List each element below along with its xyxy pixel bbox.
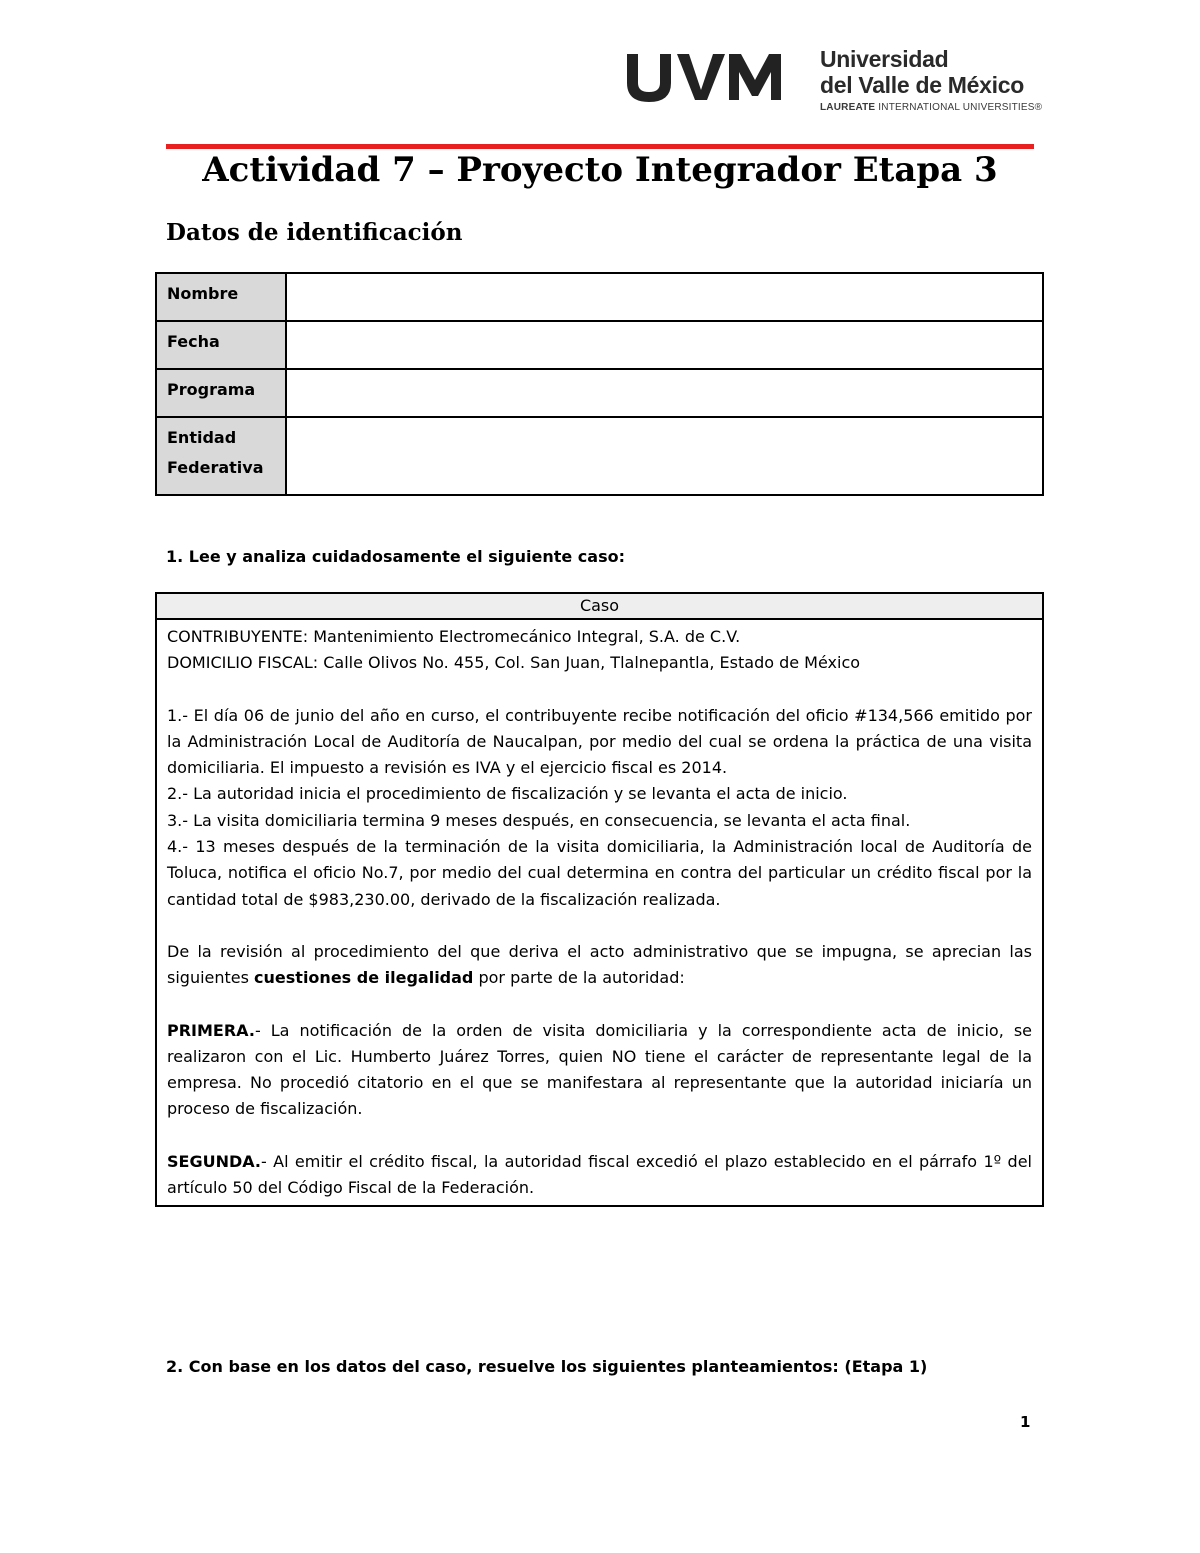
page-number: 1 [1020, 1413, 1031, 1431]
case-item-4: 4.- 13 meses después de la terminación de la visita domiciliaria, la Administración local de Auditoría de Toluca, notifica el oficio No.7, por medio del cual determina en contra del particular un crédito fiscal por la cantidad total de $983,230.00, derivado de la fiscalización realizada. [167, 837, 1032, 909]
logo-line-1: Universidad [820, 46, 949, 72]
case-contribuyente: CONTRIBUYENTE: Mantenimiento Electromecánico Integral, S.A. de C.V. [167, 627, 741, 646]
nombre-label: Nombre [156, 273, 286, 321]
question-2: 2. Con base en los datos del caso, resuelve los siguientes planteamientos: (Etapa 1) [166, 1357, 928, 1376]
programa-field[interactable] [286, 369, 1043, 417]
entidad-label-line-1: Entidad [167, 428, 237, 447]
case-item-3: 3.- La visita domiciliaria termina 9 meses después, en consecuencia, se levanta el acta final. [167, 810, 911, 830]
identification-table [155, 272, 1044, 496]
section-heading: Datos de identificación [166, 219, 463, 246]
primera-label: PRIMERA. [167, 1020, 255, 1040]
case-primera [167, 1018, 1032, 1123]
table-row [156, 369, 1043, 417]
uvm-logo [625, 46, 1043, 120]
case-domicilio: DOMICILIO FISCAL: Calle Olivos No. 455, Col. San Juan, Tlalnepantla, Estado de México [167, 653, 861, 673]
table-row [156, 417, 1043, 495]
segunda-label: SEGUNDA. [167, 1151, 262, 1171]
question-1: 1. Lee y analiza cuidadosamente el siguiente caso: [166, 547, 625, 566]
segunda-text: - Al emitir el crédito fiscal, la autoridad fiscal excedió el plazo establecido en el párrafo 1º del artículo 50 del Código Fiscal de la Federación. [167, 1151, 1032, 1198]
fecha-label: Fecha [156, 321, 286, 369]
table-row [156, 321, 1043, 369]
logo-tagline [820, 102, 1042, 113]
logo-tag-bold: LAUREATE [820, 102, 876, 113]
logo-tag-rest: INTERNATIONAL UNIVERSITIES® [875, 102, 1043, 113]
logo-line-2: del Valle de México [820, 72, 1024, 98]
case-box [155, 592, 1044, 1207]
case-body [157, 620, 1042, 1205]
fecha-field[interactable] [286, 321, 1043, 369]
uvm-logo-mark [625, 52, 785, 102]
revision-text-end: por parte de la autoridad: [473, 968, 685, 988]
page-title: Actividad 7 – Proyecto Integrador Etapa 3 [202, 150, 998, 190]
case-item-1: 1.- El día 06 de junio del año en curso, el contribuyente recibe notificación del oficio #134,566 emitido por la Administración Local de Auditoría de Naucalpan, por medio del cual se ordena la práctica de una visita domiciliaria. El impuesto a revisión es IVA y el ejercicio fiscal es 2014. [167, 705, 1032, 778]
case-header: Caso [157, 594, 1042, 620]
primera-text: - La notificación de la orden de visita domiciliaria y la correspondiente acta de inicio, se realizaron con el Lic. Humberto Juárez Torres, quien NO tiene el carácter de representante legal de la empresa. No procedió citatorio en el que se manifestara al representante que la autoridad iniciaría un proceso de fiscalización. [167, 1020, 1032, 1119]
logo-wordmark [820, 46, 1042, 113]
case-item-2: 2.- La autoridad inicia el procedimiento de fiscalización y se levanta el acta de inicio. [167, 784, 848, 804]
table-row [156, 273, 1043, 321]
case-revision-paragraph [167, 939, 1032, 992]
revision-text-start: De la revisión al procedimiento del que deriva el acto administrativo que se impugna, se aprecian las siguientes [167, 941, 1032, 988]
entidad-federativa-label [156, 417, 286, 495]
nombre-field[interactable] [286, 273, 1043, 321]
programa-label: Programa [156, 369, 286, 417]
entidad-federativa-field[interactable] [286, 417, 1043, 495]
revision-text-bold: cuestiones de ilegalidad [254, 968, 474, 988]
case-segunda [167, 1149, 1032, 1202]
entidad-label-line-2: Federativa [167, 458, 264, 477]
